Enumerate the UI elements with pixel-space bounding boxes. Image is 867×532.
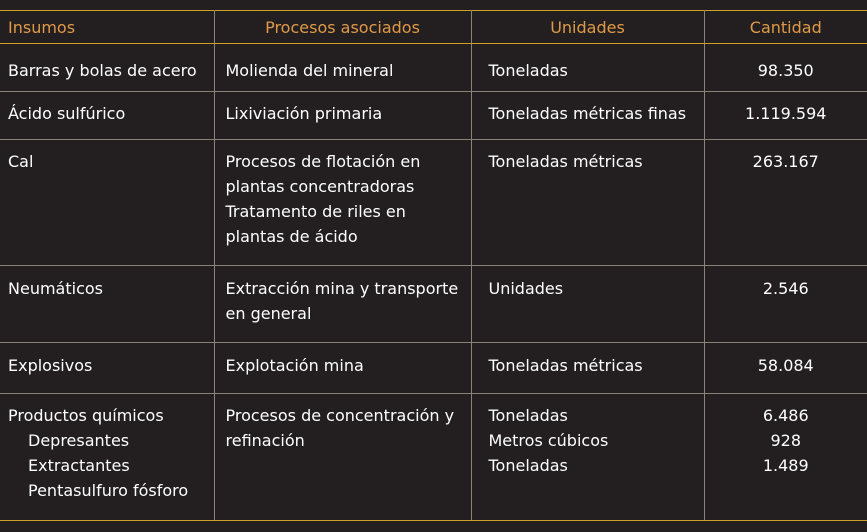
table-row	[0, 140, 867, 266]
unidades-label: Metros cúbicos	[488, 431, 609, 450]
cantidad-value: 1.489	[762, 456, 809, 475]
table-row	[0, 44, 867, 92]
unidades-cell	[471, 92, 704, 140]
insumo-cell	[0, 266, 214, 343]
proceso-cell	[214, 140, 471, 266]
header-row	[0, 11, 867, 44]
cantidad-value: 58.084	[757, 356, 814, 375]
insumo-sublabel: Extractantes	[28, 456, 130, 475]
cantidad-value: 2.546	[762, 279, 809, 298]
proceso-label: en general	[225, 304, 312, 323]
insumo-sublabel: Depresantes	[28, 431, 130, 450]
unidades-cell	[471, 140, 704, 266]
cantidad-value: 928	[770, 431, 802, 450]
cantidad-value: 6.486	[762, 406, 809, 425]
proceso-cell	[214, 92, 471, 140]
cantidad-value: 98.350	[757, 61, 814, 80]
cantidad-value: 1.119.594	[745, 104, 827, 123]
proceso-label: Extracción mina y transporte	[225, 279, 459, 298]
insumo-label: Productos químicos	[8, 406, 164, 425]
insumo-sublabel: Pentasulfuro fósforo	[28, 481, 189, 500]
unidades-cell	[471, 44, 704, 92]
header-procesos: Procesos asociados	[214, 11, 471, 44]
cantidad-cell	[704, 343, 867, 394]
insumo-cell	[0, 92, 214, 140]
unidades-cell	[471, 394, 704, 521]
header-unidades: Unidades	[471, 11, 704, 44]
table-row	[0, 266, 867, 343]
proceso-cell	[214, 394, 471, 521]
unidades-label: Toneladas métricas	[488, 152, 643, 171]
proceso-label: Procesos de concentración y	[225, 406, 455, 425]
insumo-label: Ácido sulfúrico	[8, 104, 126, 123]
insumo-label: Neumáticos	[8, 279, 103, 298]
insumo-cell	[0, 394, 214, 521]
insumo-cell	[0, 44, 214, 92]
table-row	[0, 343, 867, 394]
insumo-cell	[0, 343, 214, 394]
header-insumos: Insumos	[0, 11, 214, 44]
unidades-label: Toneladas	[488, 61, 568, 80]
insumos-table	[0, 10, 867, 521]
unidades-cell	[471, 266, 704, 343]
insumo-label: Barras y bolas de acero	[8, 61, 197, 80]
unidades-label: Unidades	[488, 279, 564, 298]
proceso-label: Procesos de flotación en	[225, 152, 421, 171]
unidades-label: Toneladas	[488, 456, 568, 475]
proceso-label: Tratamento de riles en	[225, 202, 406, 221]
cantidad-value: 263.167	[752, 152, 819, 171]
proceso-cell	[214, 343, 471, 394]
unidades-label: Toneladas	[488, 406, 568, 425]
proceso-label: refinación	[225, 431, 305, 450]
header-cantidad: Cantidad	[704, 11, 867, 44]
proceso-label: Molienda del mineral	[225, 61, 394, 80]
table-row	[0, 92, 867, 140]
cantidad-cell	[704, 266, 867, 343]
cantidad-cell	[704, 92, 867, 140]
proceso-label: Lixiviación primaria	[225, 104, 383, 123]
unidades-cell	[471, 343, 704, 394]
cantidad-cell	[704, 44, 867, 92]
cantidad-cell	[704, 140, 867, 266]
insumo-label: Cal	[8, 152, 34, 171]
proceso-label: Explotación mina	[225, 356, 364, 375]
proceso-label: plantas de ácido	[225, 227, 358, 246]
table-row	[0, 394, 867, 521]
cantidad-cell	[704, 394, 867, 521]
insumo-cell	[0, 140, 214, 266]
proceso-label: plantas concentradoras	[225, 177, 415, 196]
unidades-label: Toneladas métricas	[488, 356, 643, 375]
insumo-label: Explosivos	[8, 356, 93, 375]
unidades-label: Toneladas métricas finas	[488, 104, 687, 123]
proceso-cell	[214, 44, 471, 92]
proceso-cell	[214, 266, 471, 343]
